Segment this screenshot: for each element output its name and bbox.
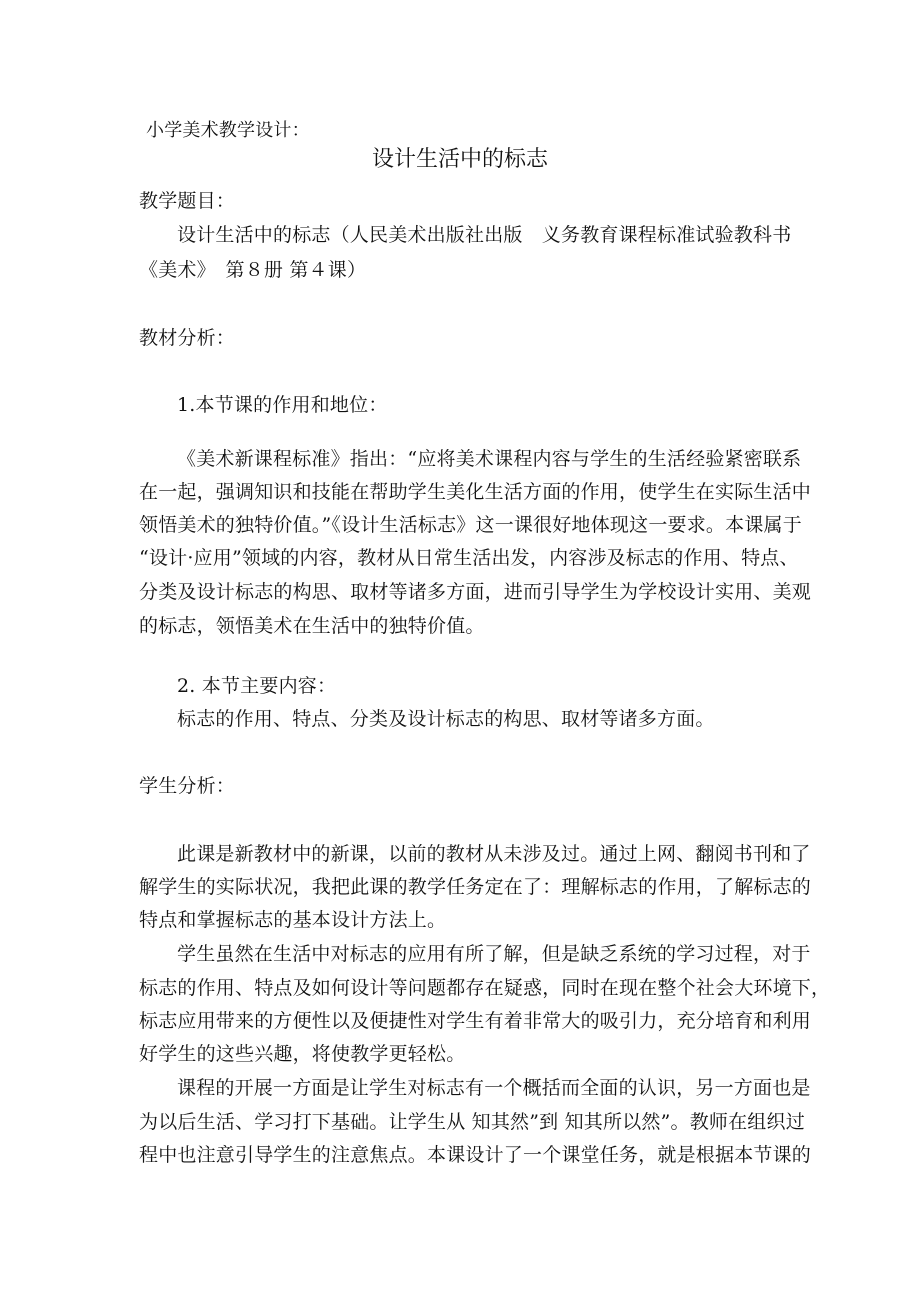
topic-line-1: 设计生活中的标志（人民美术出版社出版 义务教育课程标准试验教科书 xyxy=(177,224,792,246)
student-heading: 学生分析： xyxy=(139,775,236,797)
section1-heading: 1.本节课的作用和地位： xyxy=(177,394,388,416)
topic-heading: 教学题目： xyxy=(139,190,236,212)
student-p3-line-3: 程中也注意引导学生的注意焦点。本课设计了一个课堂任务，就是根据本节课的 xyxy=(139,1144,812,1166)
topic-line-2: 《美术》 第８册 第４课） xyxy=(139,259,367,281)
student-p2-line-1: 学生虽然在生活中对标志的应用有所了解，但是缺乏系统的学习过程，对于 xyxy=(177,943,811,965)
doc-subtitle: 小学美术教学设计： xyxy=(146,120,310,141)
section1-line-6: 的标志，领悟美术在生活中的独特价值。 xyxy=(139,615,485,637)
student-p1-line-1: 此课是新教材中的新课，以前的教材从未涉及过。通过上网、翻阅书刊和了 xyxy=(177,843,811,865)
student-p3-line-1: 课程的开展一方面是让学生对标志有一个概括而全面的认识，另一方面也是 xyxy=(177,1077,811,1099)
section1-line-2: 在一起，强调知识和技能在帮助学生美化生活方面的作用，使学生在实际生活中 xyxy=(139,481,812,503)
student-p1-line-2: 解学生的实际状况，我把此课的教学任务定在了：理解标志的作用，了解标志的 xyxy=(139,876,812,898)
student-p3-line-2: 为以后生活、学习打下基础。让学生从 知其然”到 知其所以然”。教师在组织过 xyxy=(139,1111,805,1133)
student-p2-line-4: 好学生的这些兴趣，将使教学更轻松。 xyxy=(139,1043,466,1065)
student-p1-line-3: 特点和掌握标志的基本设计方法上。 xyxy=(139,909,447,931)
section1-line-5: 分类及设计标志的构思、取材等诸多方面，进而引导学生为学校设计实用、美观 xyxy=(139,581,812,603)
student-p2-line-2: 标志的作用、特点及如何设计等问题都存在疑惑，同时在现在整个社会大环境下， xyxy=(139,977,831,999)
doc-title: 设计生活中的标志 xyxy=(371,147,548,172)
section1-line-4: “设计·应用”领域的内容，教材从日常生活出发，内容涉及标志的作用、特点、 xyxy=(139,547,799,569)
section2-line: 标志的作用、特点、分类及设计标志的构思、取材等诸多方面。 xyxy=(177,708,715,730)
section1-line-1: 《美术新课程标准》指出：“应将美术课程内容与学生的生活经验紧密联系 xyxy=(177,448,802,470)
student-p2-line-3: 标志应用带来的方便性以及便捷性对学生有着非常大的吸引力，充分培育和利用 xyxy=(139,1010,812,1032)
section2-heading: 2. 本节主要内容： xyxy=(177,675,337,697)
material-heading: 教材分析： xyxy=(139,327,236,349)
section1-line-3: 领悟美术的独特价值。”《设计生活标志》这一课很好地体现这一要求。本课属于 xyxy=(139,514,802,536)
